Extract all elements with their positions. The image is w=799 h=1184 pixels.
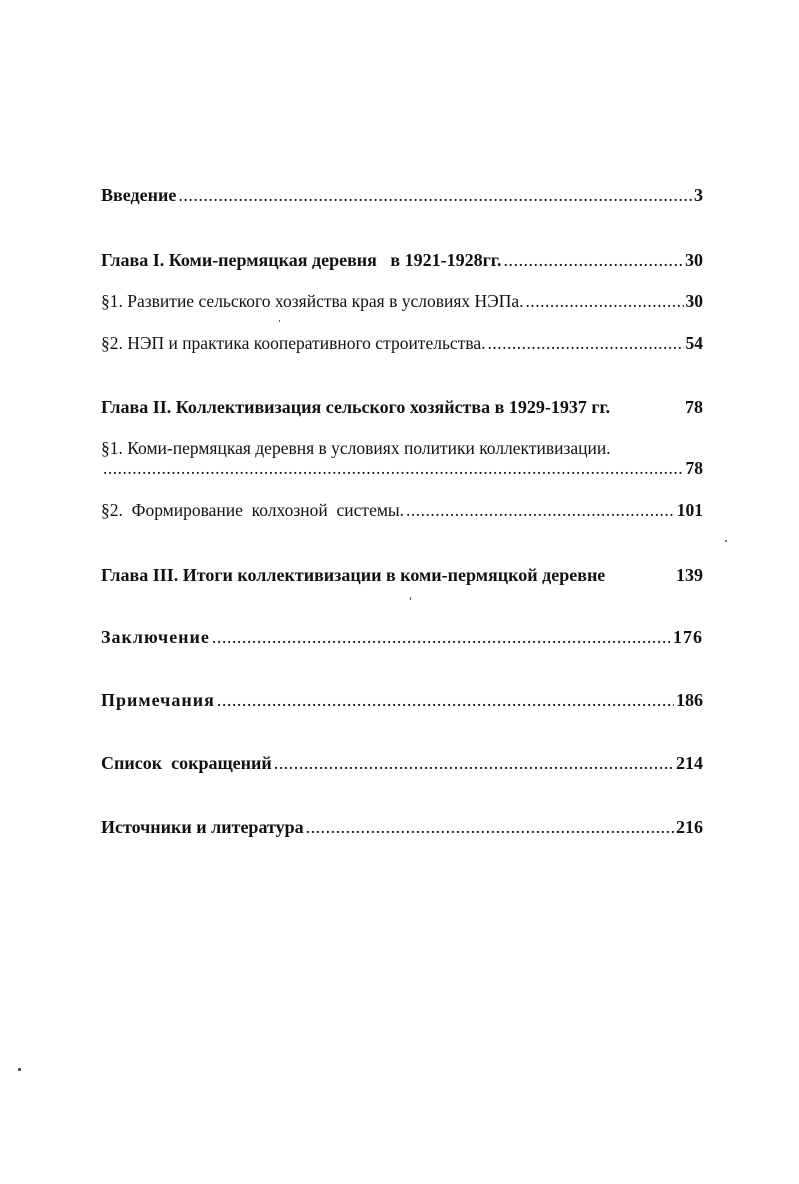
dot-leader <box>103 457 684 479</box>
dot-leader <box>488 332 684 354</box>
toc-entry-ch2-section-1 <box>101 457 703 479</box>
toc-entry-page: 3 <box>694 185 703 205</box>
toc-entry-abbreviations <box>101 752 703 774</box>
dot-leader <box>274 752 674 774</box>
dot-leader <box>212 626 671 648</box>
toc-entry-page: 78 <box>685 458 703 478</box>
toc-entry-sources <box>101 816 703 838</box>
toc-entry-page: 30 <box>685 250 703 270</box>
toc-entry-notes <box>101 689 703 711</box>
toc-entry-title: Источники и литература <box>101 817 304 837</box>
toc-entry-title: §2. Формирование колхозной системы. <box>101 500 405 520</box>
toc-entry-title: §2. НЭП и практика кооперативного строительства. <box>101 333 486 353</box>
toc-entry-page: 139 <box>676 565 703 585</box>
toc-entry-title: Глава III. Итоги коллективизации в коми-пермяцкой деревне <box>101 565 606 585</box>
dot-leader <box>526 290 684 312</box>
toc-entry-ch2-section-1-title: §1. Коми-пермяцкая деревня в условиях политики коллективизации. <box>101 438 611 458</box>
scan-speck <box>18 1068 21 1071</box>
toc-entry-page: 78 <box>685 397 703 417</box>
scan-speck <box>725 540 727 542</box>
dot-leader <box>406 499 675 521</box>
toc-entry-page: 214 <box>676 753 703 773</box>
toc-entry-title: Список сокращений <box>101 753 272 773</box>
toc-entry-title: Глава I. Коми-пермяцкая деревня в 1921-1928гг. <box>101 250 502 270</box>
dot-leader <box>503 249 683 271</box>
dot-leader <box>178 184 692 206</box>
toc-entry-title: Примечания <box>101 690 215 710</box>
toc-entry-page: 186 <box>676 690 703 710</box>
dot-leader <box>217 689 674 711</box>
toc-entry-title: Глава II. Коллективизация сельского хозяйства в 1929-1937 гг. <box>101 397 611 417</box>
toc-entry-chapter-3 <box>101 564 703 586</box>
dot-leader <box>306 816 674 838</box>
toc-entry-conclusion <box>101 626 703 648</box>
toc-entry-chapter-2 <box>101 396 703 418</box>
toc-entry-title: Заключение <box>101 627 210 647</box>
toc-entry-page: 176 <box>673 627 703 647</box>
toc-entry-title: §1. Развитие сельского хозяйства края в условиях НЭПа. <box>101 291 524 311</box>
toc-entry-chapter-1 <box>101 249 703 271</box>
toc-entry-page: 101 <box>676 500 703 520</box>
toc-entry-intro <box>101 184 703 206</box>
scan-speck <box>410 597 411 600</box>
toc-entry-page: 216 <box>676 817 703 837</box>
toc-entry-ch1-section-1 <box>101 290 703 312</box>
toc-entry-page: 54 <box>685 333 703 353</box>
toc-entry-ch2-section-2 <box>101 499 703 521</box>
scan-speck <box>279 320 280 322</box>
toc-entry-title: Введение <box>101 185 177 205</box>
toc-entry-page: 30 <box>685 291 703 311</box>
toc-entry-ch1-section-2 <box>101 332 703 354</box>
